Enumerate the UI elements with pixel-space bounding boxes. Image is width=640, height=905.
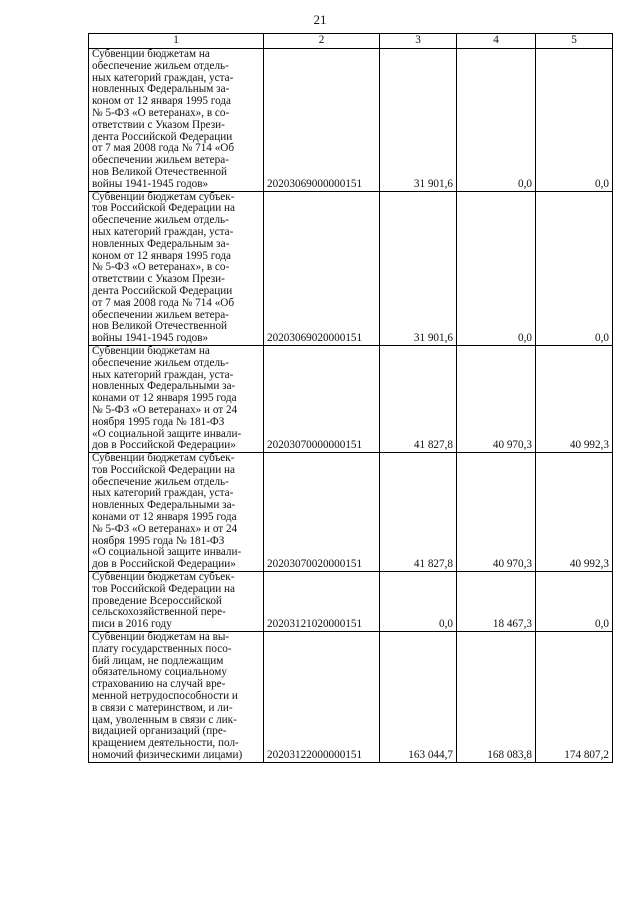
row-name-line: новленных Федеральными за-: [92, 380, 236, 393]
row-code: 20203069020000151: [264, 191, 380, 345]
row-code: 20203069000000151: [264, 49, 380, 192]
row-name-line: «О социальной защите инвали-: [92, 427, 242, 440]
row-name-line: войны 1941-1945 годов»: [92, 332, 209, 345]
row-value-3: 163 044,7: [380, 632, 457, 763]
row-name-line: ных категорий граждан, уста-: [92, 487, 234, 500]
row-name-line: писи в 2016 году: [92, 618, 172, 631]
row-name-line: плату государственных посо-: [92, 642, 232, 655]
row-name-line: тов Российской Федерации на: [92, 202, 235, 215]
row-name-line: Субвенции бюджетам на: [92, 344, 210, 357]
row-name: [89, 345, 264, 452]
row-name-line: тов Российской Федерации на: [92, 463, 235, 476]
row-name-line: менной нетрудоспособности и: [92, 690, 238, 703]
row-code: 20203070020000151: [264, 453, 380, 572]
row-name-line: обеспечение жильем отдель-: [92, 214, 229, 227]
row-name-line: дента Российской Федерации: [92, 284, 233, 297]
row-value-3: 0,0: [380, 572, 457, 632]
row-name-line: нов Великой Отечественной: [92, 165, 228, 178]
row-value-5: 0,0: [536, 572, 613, 632]
row-name-line: ответствии с Указом Прези-: [92, 118, 225, 131]
row-name-line: цам, уволенным в связи с лик-: [92, 713, 237, 726]
row-value-5: 40 992,3: [536, 453, 613, 572]
row-name-line: дента Российской Федерации: [92, 130, 233, 143]
row-name: [89, 632, 264, 763]
column-header-4: 4: [457, 34, 536, 49]
row-name-line: видацией организаций (пре-: [92, 725, 227, 738]
row-name-line: ответствии с Указом Прези-: [92, 273, 225, 286]
row-name-line: обеспечение жильем отдель-: [92, 59, 229, 72]
table-row: [89, 191, 613, 345]
table-row: [89, 345, 613, 452]
row-name-line: конами от 12 января 1995 года: [92, 392, 237, 405]
row-name-line: «О социальной защите инвали-: [92, 546, 242, 559]
row-name-line: ных категорий граждан, уста-: [92, 71, 234, 84]
row-value-3: 41 827,8: [380, 453, 457, 572]
row-name-line: конами от 12 января 1995 года: [92, 511, 237, 524]
row-value-5: 0,0: [536, 49, 613, 192]
column-header-5: 5: [536, 34, 613, 49]
page-number: 21: [313, 12, 327, 27]
row-value-3: 31 901,6: [380, 191, 457, 345]
row-name-line: ных категорий граждан, уста-: [92, 368, 234, 381]
row-name: [89, 572, 264, 632]
row-name: [89, 453, 264, 572]
row-name-line: № 5-ФЗ «О ветеранах», в со-: [92, 106, 230, 119]
row-name-line: дов в Российской Федерации»: [92, 558, 236, 571]
row-name-line: Субвенции бюджетам субъек-: [92, 190, 235, 203]
row-name-line: нов Великой Отечественной: [92, 320, 228, 333]
row-name-line: от 7 мая 2008 года № 714 «Об: [92, 296, 235, 309]
row-value-3: 31 901,6: [380, 49, 457, 192]
row-name-line: ноября 1995 года № 181-ФЗ: [92, 534, 225, 547]
header-row: [89, 34, 613, 49]
row-name-line: страхованию на случай вре-: [92, 678, 226, 691]
row-value-5: 174 807,2: [536, 632, 613, 763]
row-name-line: № 5-ФЗ «О ветеранах», в со-: [92, 261, 230, 274]
row-name-line: коном от 12 января 1995 года: [92, 249, 232, 262]
row-name-line: сельскохозяйственной пере-: [92, 606, 226, 619]
column-header-3: 3: [380, 34, 457, 49]
row-value-5: 40 992,3: [536, 345, 613, 452]
row-name-line: новленных Федеральным за-: [92, 237, 230, 250]
row-value-5: 0,0: [536, 191, 613, 345]
row-name-line: бий лицам, не подлежащим: [92, 654, 224, 667]
row-name-line: обеспечение жильем отдель-: [92, 356, 229, 369]
row-value-4: 168 083,8: [457, 632, 536, 763]
row-name-line: в связи с материнством, и ли-: [92, 701, 233, 714]
row-name-line: ных категорий граждан, уста-: [92, 225, 234, 238]
row-name-line: № 5-ФЗ «О ветеранах» и от 24: [92, 403, 238, 416]
row-name-line: № 5-ФЗ «О ветеранах» и от 24: [92, 522, 238, 535]
row-name-line: коном от 12 января 1995 года: [92, 95, 232, 108]
table-row: [89, 632, 613, 763]
row-name-line: ноября 1995 года № 181-ФЗ: [92, 415, 225, 428]
column-header-1: 1: [89, 34, 264, 49]
row-name-line: дов в Российской Федерации»: [92, 439, 236, 452]
row-code: 20203070000000151: [264, 345, 380, 452]
row-name: [89, 49, 264, 192]
row-name-line: обеспечении жильем ветера-: [92, 154, 229, 167]
row-value-4: 0,0: [457, 49, 536, 192]
table-body: [89, 49, 613, 763]
row-name-line: кращением деятельности, пол-: [92, 737, 239, 750]
row-value-4: 18 467,3: [457, 572, 536, 632]
row-name-line: от 7 мая 2008 года № 714 «Об: [92, 142, 235, 155]
row-name-line: Субвенции бюджетам субъек-: [92, 571, 235, 584]
row-name-line: обязательному социальному: [92, 666, 227, 679]
row-value-4: 40 970,3: [457, 453, 536, 572]
row-code: 20203122000000151: [264, 632, 380, 763]
row-name: [89, 191, 264, 345]
row-name-line: новленных Федеральными за-: [92, 499, 236, 512]
row-name-line: Субвенции бюджетам субъек-: [92, 452, 235, 465]
table-row: [89, 572, 613, 632]
table-row: [89, 49, 613, 192]
row-name-line: тов Российской Федерации на: [92, 582, 235, 595]
row-name-line: номочий физическими лицами): [92, 749, 243, 762]
budget-table: [88, 33, 613, 763]
row-value-3: 41 827,8: [380, 345, 457, 452]
row-value-4: 40 970,3: [457, 345, 536, 452]
row-value-4: 0,0: [457, 191, 536, 345]
row-name-line: обеспечении жильем ветера-: [92, 308, 229, 321]
column-header-2: 2: [264, 34, 380, 49]
row-name-line: проведение Всероссийской: [92, 594, 222, 607]
row-name-line: обеспечение жильем отдель-: [92, 475, 229, 488]
row-name-line: новленных Федеральным за-: [92, 83, 230, 96]
row-code: 20203121020000151: [264, 572, 380, 632]
row-name-line: Субвенции бюджетам на: [92, 48, 210, 60]
row-name-line: войны 1941-1945 годов»: [92, 177, 209, 190]
row-name-line: Субвенции бюджетам на вы-: [92, 631, 230, 644]
table-row: [89, 453, 613, 572]
